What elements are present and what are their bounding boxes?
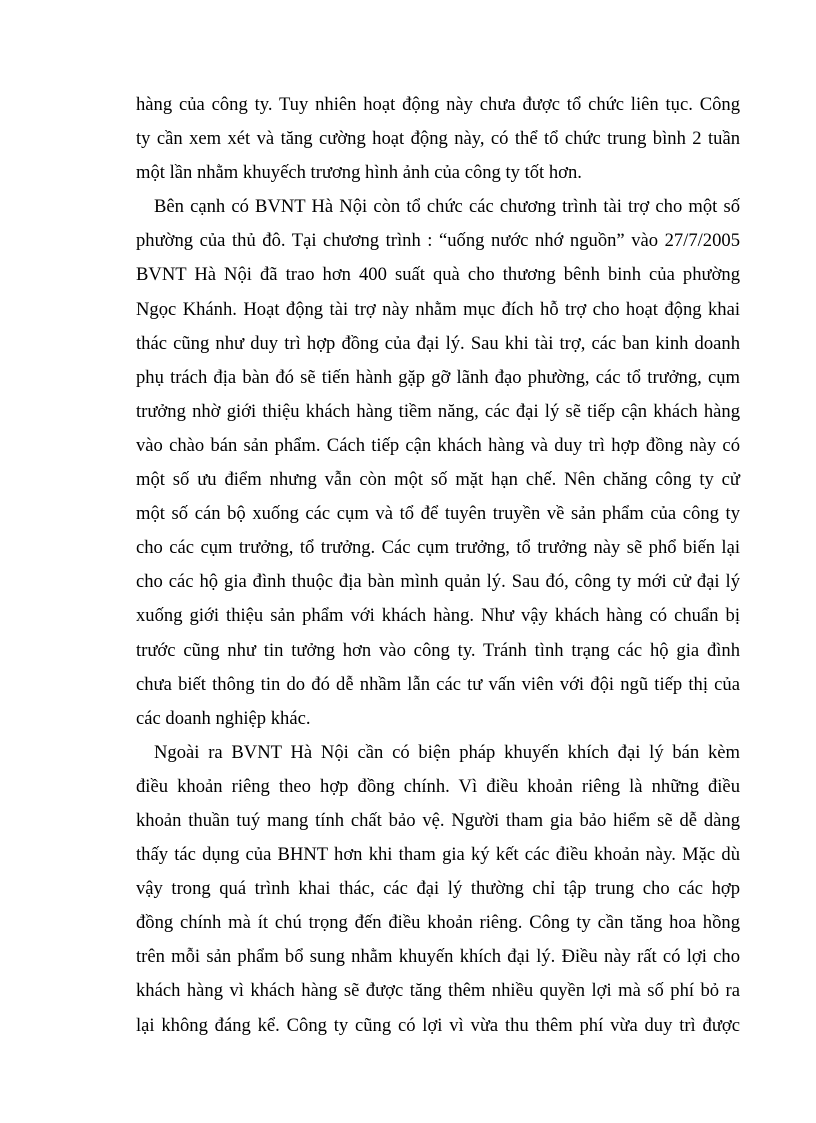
paragraph-2-line-16: các doanh nghiệp khác. bbox=[136, 707, 311, 729]
document-body bbox=[136, 88, 740, 1043]
paragraph-3-line-3: khoản thuần tuý mang tính chất bảo vệ. Người tham gia bảo hiểm sẽ dễ dàng bbox=[136, 809, 740, 831]
paragraph-3-line-5: vậy trong quá trình khai thác, các đại lý thường chỉ tập trung cho các hợp bbox=[136, 878, 740, 900]
paragraph-2-line-12: cho các hộ gia đình thuộc địa bàn mình quản lý. Sau đó, công ty mới cử đại lý bbox=[136, 571, 740, 593]
paragraph-3-line-9: lại không đáng kể. Công ty cũng có lợi vì vừa thu thêm phí vừa duy trì được bbox=[136, 1014, 740, 1036]
paragraph-1-line-1: hàng của công ty. Tuy nhiên hoạt động này chưa được tổ chức liên tục. Công bbox=[136, 94, 740, 115]
paragraph-2-line-3: BVNT Hà Nội đã trao hơn 400 suất quà cho thương bênh binh của phường bbox=[136, 264, 740, 286]
paragraph-2-line-11: cho các cụm trưởng, tổ trưởng. Các cụm trưởng, tổ trưởng này sẽ phổ biến lại bbox=[136, 537, 740, 559]
paragraph-2-line-8: vào chào bán sản phẩm. Cách tiếp cận khách hàng và duy trì hợp đồng này có bbox=[136, 434, 740, 456]
paragraph-3-line-8: khách hàng vì khách hàng sẽ được tăng thêm nhiều quyền lợi mà số phí bỏ ra bbox=[136, 980, 740, 1002]
paragraph-2-line-5: thác cũng như duy trì hợp đồng của đại lý. Sau khi tài trợ, các ban kinh doanh bbox=[136, 332, 740, 354]
paragraph-3-line-7: trên mỗi sản phẩm bổ sung nhằm khuyến khích đại lý. Điều này rất có lợi cho bbox=[136, 946, 740, 968]
paragraph-3-line-2: điều khoản riêng theo hợp đồng chính. Vì điều khoản riêng là những điều bbox=[136, 775, 740, 797]
paragraph-3-line-6: đồng chính mà ít chú trọng đến điều khoản riêng. Công ty cần tăng hoa hồng bbox=[136, 912, 740, 934]
paragraph-2-line-2: phường của thủ đô. Tại chương trình : “uống nước nhớ nguồn” vào 27/7/2005 bbox=[136, 230, 740, 252]
paragraph-2-line-9: một số ưu điểm nhưng vẫn còn một số mặt hạn chế. Nên chăng công ty cử bbox=[136, 469, 740, 491]
paragraph-2-line-7: trưởng nhờ giới thiệu khách hàng tiềm năng, các đại lý sẽ tiếp cận khách hàng bbox=[136, 400, 740, 422]
paragraph-2-line-15: chưa biết thông tin do đó dễ nhầm lẫn các tư vấn viên với đội ngũ tiếp thị của bbox=[136, 673, 740, 695]
paragraph-3-line-4: thấy tác dụng của BHNT hơn khi tham gia ký kết các điều khoản này. Mặc dù bbox=[136, 844, 740, 866]
paragraph-2-line-6: phụ trách địa bàn đó sẽ tiến hành gặp gỡ lãnh đạo phường, các tổ trưởng, cụm bbox=[136, 366, 740, 388]
paragraph-2-line-14: trước cũng như tin tưởng hơn vào công ty. Tránh tình trạng các hộ gia đình bbox=[136, 639, 740, 661]
paragraph-2-line-13: xuống giới thiệu sản phẩm với khách hàng. Như vậy khách hàng có chuẩn bị bbox=[136, 605, 740, 627]
paragraph-2-line-1: Bên cạnh có BVNT Hà Nội còn tổ chức các chương trình tài trợ cho một số bbox=[154, 196, 740, 218]
paragraph-1-line-2: ty cần xem xét và tăng cường hoạt động này, có thể tổ chức trung bình 2 tuần bbox=[136, 128, 740, 150]
paragraph-2-line-10: một số cán bộ xuống các cụm và tổ để tuyên truyền về sản phẩm của công ty bbox=[136, 503, 740, 525]
paragraph-3-line-1: Ngoài ra BVNT Hà Nội cần có biện pháp khuyến khích đại lý bán kèm bbox=[154, 741, 740, 763]
paragraph-1-line-3: một lần nhằm khuyếch trương hình ảnh của công ty tốt hơn. bbox=[136, 162, 582, 184]
paragraph-2-line-4: Ngọc Khánh. Hoạt động tài trợ này nhằm mục đích hỗ trợ cho hoạt động khai bbox=[136, 298, 740, 320]
